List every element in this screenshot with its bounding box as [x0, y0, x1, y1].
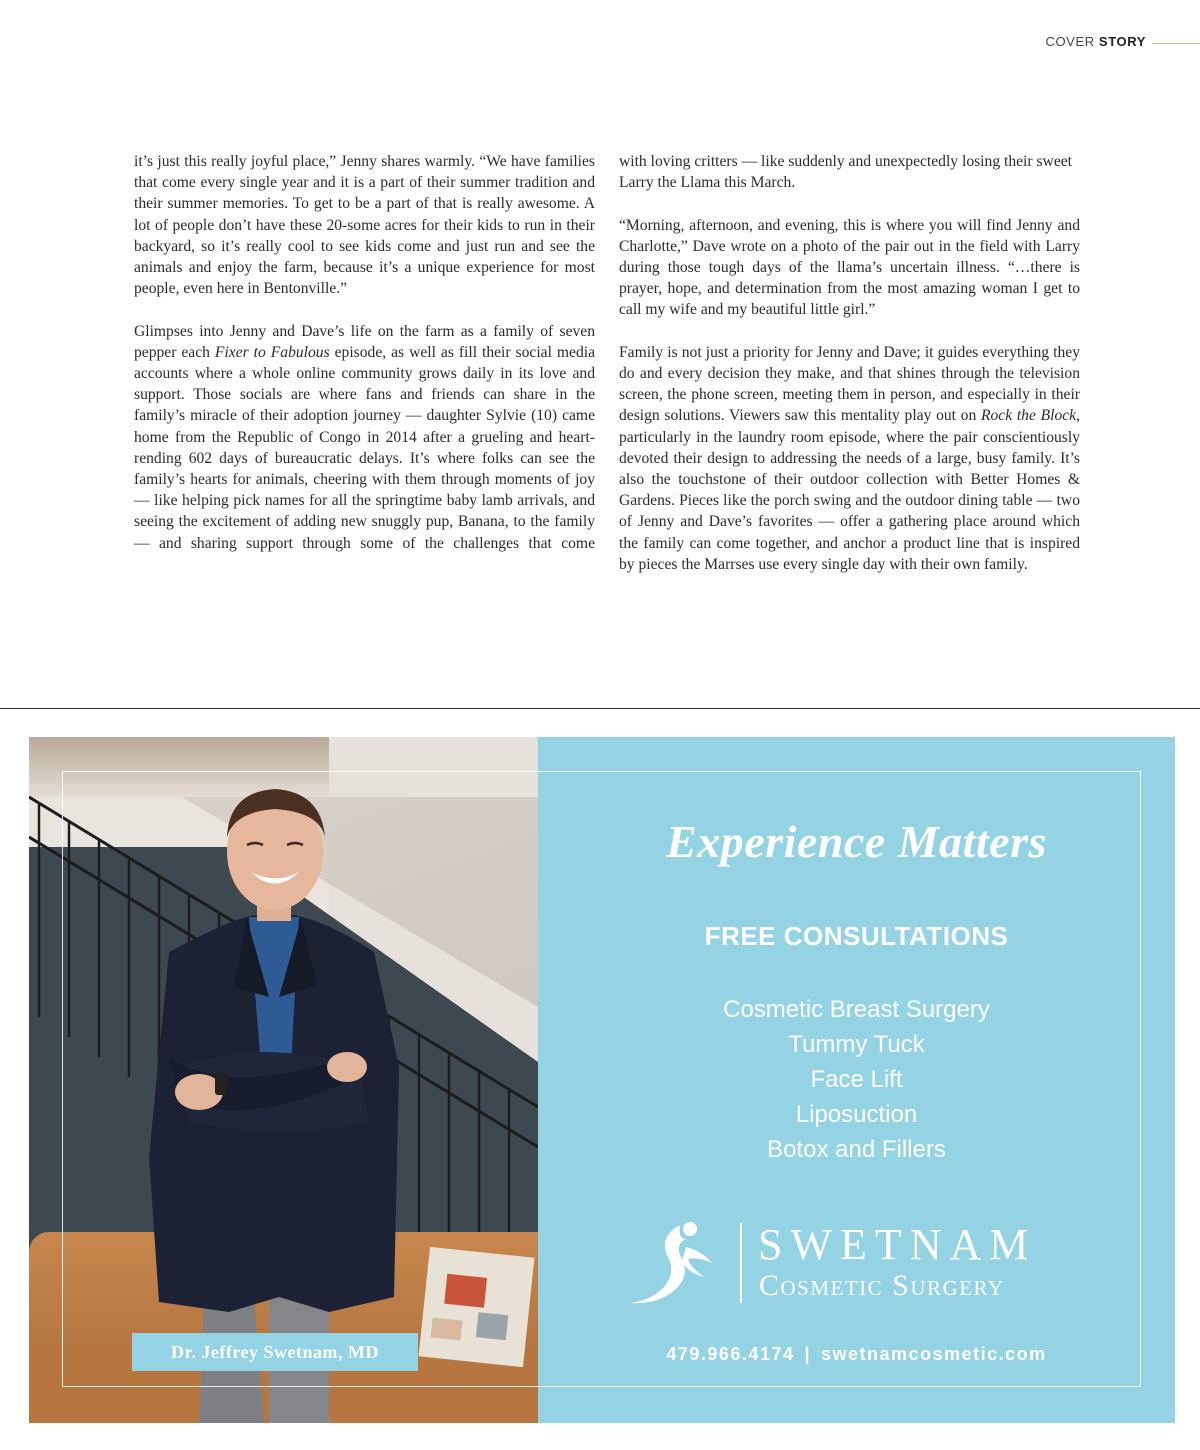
brand-subtitle: Cosmetic Surgery	[759, 1269, 1005, 1302]
page-divider	[0, 708, 1200, 709]
section-label-prefix: COVER	[1045, 34, 1095, 49]
advertisement[interactable]	[29, 737, 1175, 1423]
service-item: Botox and Fillers	[767, 1136, 946, 1163]
website-link[interactable]: swetnamcosmetic.com	[821, 1344, 1047, 1364]
section-label	[1045, 34, 1146, 49]
ad-content	[538, 737, 1175, 1423]
show-title: Rock the Block	[980, 407, 1077, 425]
section-header	[1045, 34, 1200, 49]
ad-headline: Experience Matters	[666, 816, 1047, 867]
swetnam-logo	[628, 1217, 1078, 1307]
header-rule	[1152, 43, 1200, 44]
doctor-name-tag: Dr. Jeffrey Swetnam, MD	[132, 1333, 418, 1371]
show-title: Fixer to Fabulous	[214, 343, 330, 361]
section-label-suffix: STORY	[1098, 34, 1146, 49]
doctor-figure	[29, 737, 538, 1423]
article-paragraph: with loving critters — like suddenly and unexpectedly losing their sweet Larry the Llama this March.	[619, 153, 1072, 192]
contact-separator: |	[804, 1344, 812, 1364]
article-column-left	[134, 151, 595, 575]
article-body	[134, 151, 1080, 575]
doctor-photo	[29, 737, 538, 1423]
service-item: Face Lift	[810, 1066, 903, 1093]
brand-name: SWETNAM	[758, 1220, 1037, 1269]
ad-services-list	[538, 992, 1175, 1167]
article-paragraph: Family is not just a priority for Jenny and Dave; it guides everything they do and every decision they make, and that shines through the television screen, the phone screen, meeting them in person, and especially in their design solutions. Viewers saw this mentality play out on Rock the Block, particularly in the laundry room episode, where the pair conscientiously devoted their design to addressing the needs of a large, busy family. It’s also the touchstone of their outdoor collection with Better Homes & Gardens. Pieces like the porch swing and the outdoor dining table — two of Jenny and Dave’s favorites — offer a gathering place around which the family can come together, and anchor a product line that is inspired by pieces the Marrses use every single day with their own family.	[619, 343, 1080, 573]
article-paragraph: Glimpses into Jenny and Dave’s life on the farm as a family of seven pepper each Fixer to Fabulous episode, as well as fill their social media accounts where a whole online community grows daily in its love and support. Those socials are where fans and friends can share in the family’s miracle of their adoption journey — daughter Sylvie (10) came home from the Republic of Congo in 2014 after a grueling and heart-rending 602 days of bureaucratic delays. It’s where folks can see the family’s hearts for animals, cheering with them through moments of joy — like helping pick names for all the springtime baby lamb arrivals, and seeing the excitement of adding new snuggly pup, Banana, to the family — and sharing support through some of the challenges that come	[134, 322, 595, 552]
article-column-right	[619, 151, 1080, 575]
service-item: Liposuction	[795, 1101, 918, 1128]
service-item: Tummy Tuck	[788, 1031, 925, 1058]
swetnam-figure-logo-icon	[628, 1217, 723, 1307]
phone-number[interactable]: 479.966.4174	[666, 1344, 795, 1364]
article-paragraph: it’s just this really joyful place,” Jenny shares warmly. “We have families that come every single year and it is a part of their summer tradition and their summer memories. To get to be a part of that is really awesome. A lot of people don’t have these 20-some acres for their kids to run in their backyard, so it’s really cool to see kids come and just run and see the animals and enjoy the farm, because it’s a unique experience for most people, even here in Bentonville.”	[134, 153, 595, 298]
brand-divider	[740, 1223, 742, 1303]
article-paragraph: “Morning, afternoon, and evening, this is where you will find Jenny and Charlotte,” Dave wrote on a photo of the pair out in the field with Larry during those tough days of the llama’s uncertain illness. “…there is prayer, hope, and determination from the most amazing woman I get to call my wife and my beautiful little girl.”	[619, 216, 1080, 319]
ad-contact	[538, 1344, 1175, 1365]
ad-offer: FREE CONSULTATIONS	[704, 921, 1009, 951]
service-item: Cosmetic Breast Surgery	[723, 996, 990, 1023]
